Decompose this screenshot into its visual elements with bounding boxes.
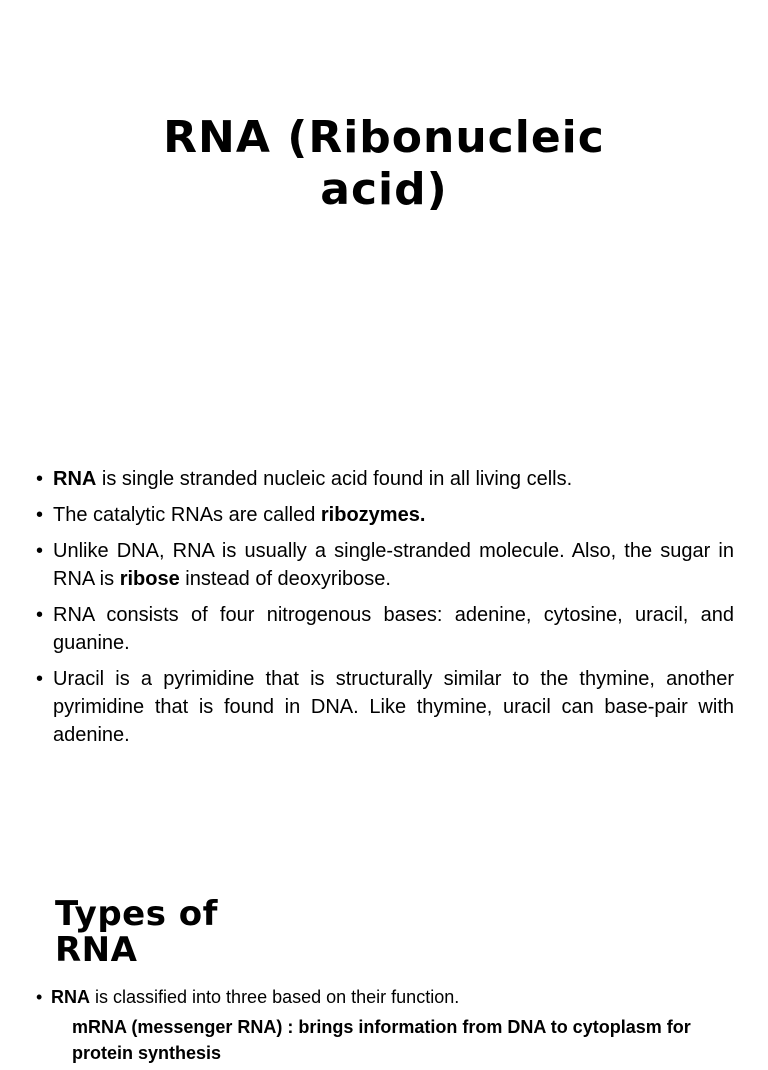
bullet-item: [36, 1014, 736, 1066]
bullet-item: [36, 465, 734, 493]
bullet-item: [36, 665, 734, 749]
bold-term: RNA: [51, 987, 90, 1007]
types-title-line-1: Types of: [55, 894, 218, 934]
title-line-2: acid): [320, 164, 448, 215]
bullet-item: [36, 601, 734, 657]
bullet-text: instead of deoxyribose.: [179, 568, 391, 590]
bold-term: RNA: [53, 468, 97, 490]
bold-term: ribozymes.: [320, 504, 426, 526]
title-line-1: RNA (Ribonucleic: [163, 112, 605, 163]
bullet-dot-icon: •: [36, 604, 44, 626]
bullet-item: [36, 501, 734, 529]
bullet-list: [36, 465, 734, 757]
bullet-text: mRNA (messenger RNA) : brings information from DNA to cytoplasm for protein synthesis: [72, 1017, 691, 1063]
bullet-text: The catalytic RNAs are called: [53, 504, 321, 526]
slide-types-of-rna: [0, 864, 768, 1063]
slide-types-heading: [55, 896, 218, 968]
types-title-line-2: RNA: [55, 930, 138, 970]
bullet-text: is classified into three based on their function.: [90, 987, 460, 1007]
bullet-item: [36, 984, 736, 1010]
bullet-dot-icon: •: [36, 504, 44, 526]
bullet-dot-icon: •: [36, 987, 43, 1007]
bullet-text: RNA consists of four nitrogenous bases: adenine, cytosine, uracil, and guanine.: [53, 604, 734, 654]
bullet-text: Unlike DNA, RNA is usually a single-stranded molecule. Also, the sugar in RNA is: [53, 540, 734, 590]
bold-term: ribose: [119, 568, 180, 590]
bullet-item: [36, 537, 734, 593]
bullet-dot-icon: •: [36, 668, 44, 690]
slide-title: [0, 0, 768, 288]
types-bullet-list: [36, 984, 736, 1070]
bullet-dot-icon: •: [36, 540, 44, 562]
bullet-dot-icon: •: [36, 468, 44, 490]
bullet-text: is single stranded nucleic acid found in all living cells.: [96, 468, 573, 490]
slide-rna-facts: [0, 288, 768, 864]
bullet-text: Uracil is a pyrimidine that is structurally similar to the thymine, another pyrimidine that is found in DNA. Like thymine, uracil can base-pair with adenine.: [53, 668, 734, 746]
slide-title-heading: [0, 112, 768, 216]
